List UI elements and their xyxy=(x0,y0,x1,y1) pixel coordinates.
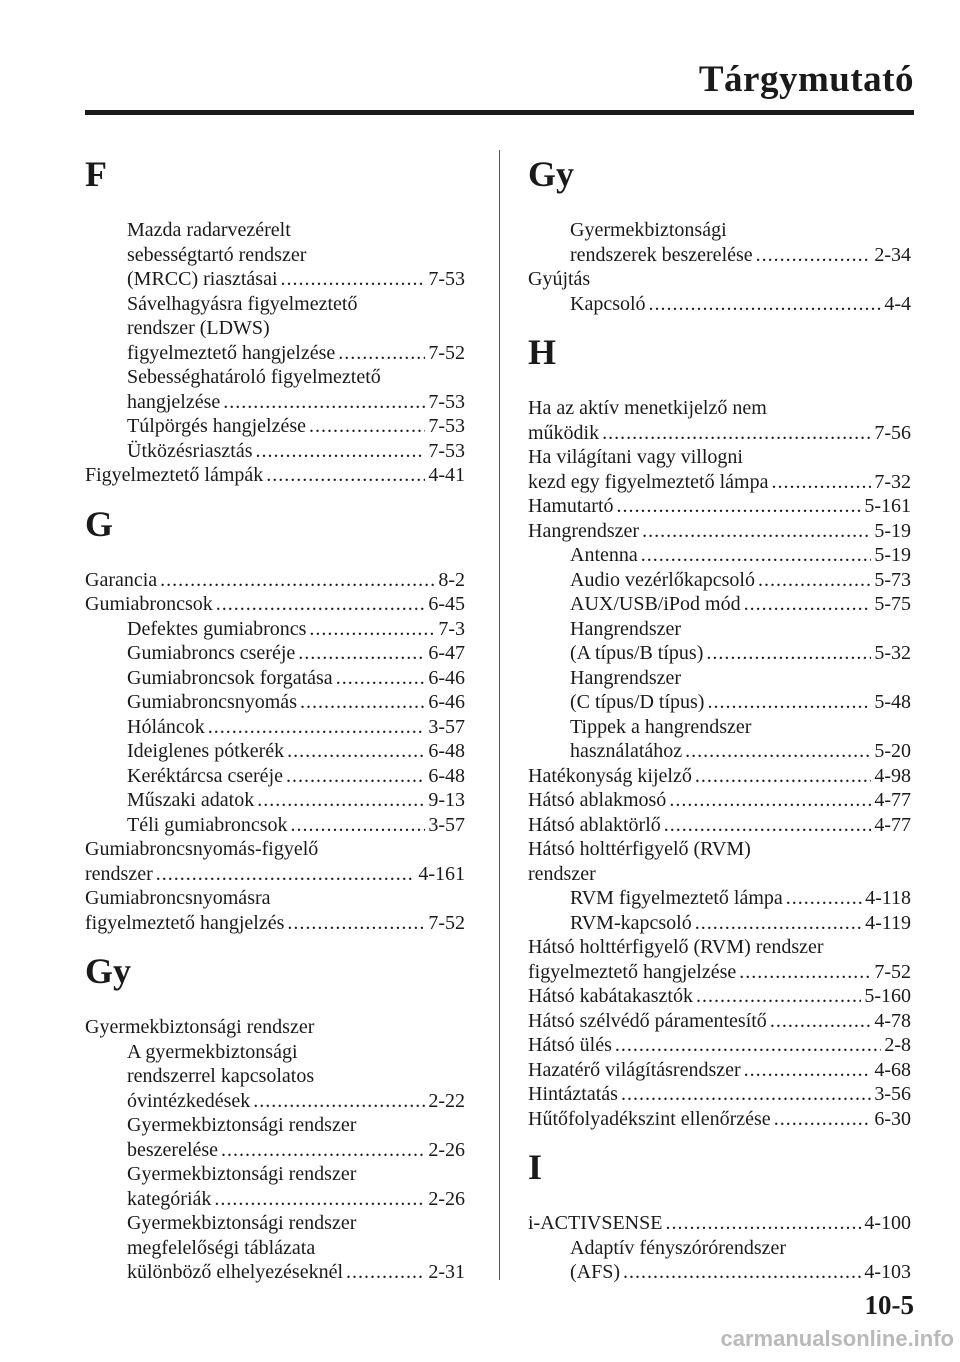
entry-text: Antenna xyxy=(570,544,638,566)
entry-page-ref: 4-100 xyxy=(864,1212,911,1234)
entry-text: beszerelése xyxy=(127,1138,219,1161)
index-entry xyxy=(528,690,911,715)
index-entry xyxy=(85,911,465,936)
entry-text: rendszerrel kapcsolatos xyxy=(127,1065,315,1087)
entry-text: Hátsó kabátakasztók xyxy=(528,985,693,1007)
entry-page-ref: 4-119 xyxy=(865,911,911,934)
dot-leader xyxy=(623,1260,861,1285)
dot-leader xyxy=(685,739,871,764)
entry-page-ref: 5-19 xyxy=(874,544,911,566)
index-entry xyxy=(528,1236,911,1261)
entry-text: Sávelhagyásra figyelmeztető xyxy=(127,292,358,315)
index-entry xyxy=(528,984,911,1009)
index-entry xyxy=(528,396,911,421)
index-entry xyxy=(528,715,911,740)
entry-text: RVM-kapcsoló xyxy=(570,911,692,934)
index-entry xyxy=(528,543,911,568)
index-entry xyxy=(528,935,911,960)
entry-text: Gumiabroncsnyomás xyxy=(127,691,297,713)
index-entry-list xyxy=(528,396,911,1131)
entry-page-ref: 9-13 xyxy=(428,789,465,811)
dot-leader xyxy=(257,788,425,813)
entry-text: Garancia xyxy=(85,568,158,591)
dot-leader xyxy=(621,1082,871,1107)
dot-leader xyxy=(770,1009,872,1034)
index-entry xyxy=(85,641,465,666)
entry-text: Hangrendszer xyxy=(570,666,682,689)
index-section-f xyxy=(85,150,465,488)
index-entry xyxy=(528,641,911,666)
entry-text: megfelelőségi táblázata xyxy=(127,1236,316,1259)
entry-text: használatához xyxy=(570,740,683,762)
entry-text: hangjelzése xyxy=(127,390,221,413)
entry-text: Gyermekbiztonsági rendszer xyxy=(85,1016,315,1038)
entry-page-ref: 6-46 xyxy=(428,666,465,689)
entry-page-ref: 2-26 xyxy=(428,1138,465,1161)
dot-leader xyxy=(695,764,871,789)
entry-page-ref: 4-98 xyxy=(874,764,911,787)
entry-page-ref: 5-20 xyxy=(874,740,911,762)
dot-leader xyxy=(695,911,862,936)
index-entry xyxy=(85,1211,465,1236)
entry-text: Hangrendszer xyxy=(570,617,682,640)
entry-page-ref: 4-77 xyxy=(874,789,911,811)
index-entry xyxy=(85,463,465,488)
index-entry xyxy=(85,764,465,789)
entry-text: sebességtartó rendszer xyxy=(127,243,307,266)
index-entry xyxy=(528,218,911,243)
index-entry xyxy=(85,341,465,366)
index-entry-list xyxy=(85,1015,465,1285)
entry-text: Műszaki adatok xyxy=(127,789,255,811)
entry-page-ref: 6-30 xyxy=(874,1107,911,1130)
index-section-gy xyxy=(528,150,911,316)
entry-page-ref: 6-48 xyxy=(428,764,465,787)
index-entry xyxy=(85,1236,465,1261)
dot-leader xyxy=(696,984,861,1009)
entry-page-ref: 5-160 xyxy=(864,985,911,1007)
index-entry xyxy=(85,788,465,813)
index-entry xyxy=(85,1015,465,1040)
entry-page-ref: 7-32 xyxy=(874,470,911,493)
index-entry xyxy=(528,739,911,764)
entry-page-ref: 7-52 xyxy=(428,911,465,934)
entry-page-ref: 5-73 xyxy=(874,568,911,591)
index-entry xyxy=(528,960,911,985)
entry-page-ref: 5-75 xyxy=(874,593,911,615)
entry-page-ref: 7-3 xyxy=(438,617,465,640)
index-entry-list xyxy=(528,218,911,316)
entry-text: Hátsó ablakmosó xyxy=(528,789,667,811)
entry-page-ref: 6-45 xyxy=(428,593,465,615)
entry-text: Hatékonyság kijelző xyxy=(528,764,692,787)
entry-page-ref: 7-53 xyxy=(428,439,465,462)
entry-text: rendszer xyxy=(528,862,596,885)
dot-leader xyxy=(287,739,425,764)
index-entry xyxy=(85,414,465,439)
index-column-left xyxy=(85,150,465,1285)
dot-leader xyxy=(665,1211,861,1236)
entry-page-ref: 7-52 xyxy=(428,341,465,364)
dot-leader xyxy=(756,243,872,268)
index-entry xyxy=(528,592,911,617)
entry-page-ref: 2-34 xyxy=(874,243,911,266)
entry-text: Hátsó ablaktörlő xyxy=(528,813,661,836)
index-entry xyxy=(528,1260,911,1285)
dot-leader xyxy=(336,666,426,691)
index-entry-list xyxy=(85,568,465,936)
index-entry xyxy=(528,568,911,593)
dot-leader xyxy=(253,1089,425,1114)
entry-text: Audio vezérlőkapcsoló xyxy=(570,568,755,591)
dot-leader xyxy=(707,690,871,715)
section-letter: I xyxy=(528,1147,543,1187)
entry-page-ref: 5-32 xyxy=(874,642,911,664)
index-entry xyxy=(528,764,911,789)
entry-text: kategóriák xyxy=(127,1187,212,1210)
dot-leader xyxy=(786,886,862,911)
entry-text: Figyelmeztető lámpák xyxy=(85,464,264,486)
index-entry xyxy=(85,715,465,740)
dot-leader xyxy=(286,764,425,789)
index-entry xyxy=(528,1211,911,1236)
entry-page-ref: 6-46 xyxy=(428,691,465,713)
index-entry xyxy=(85,439,465,464)
index-entry xyxy=(528,243,911,268)
entry-page-ref: 4-41 xyxy=(428,464,465,486)
index-entry xyxy=(528,788,911,813)
entry-page-ref: 3-57 xyxy=(428,715,465,738)
entry-page-ref: 2-26 xyxy=(428,1187,465,1210)
entry-text: Keréktárcsa cseréje xyxy=(127,764,283,787)
entry-text: rendszer (LDWS) xyxy=(127,317,270,339)
index-entry xyxy=(85,1064,465,1089)
index-entry xyxy=(85,1138,465,1163)
entry-text: Gumiabroncsok forgatása xyxy=(127,666,333,689)
entry-text: Hangrendszer xyxy=(528,519,640,542)
entry-text: Hintáztatás xyxy=(528,1083,618,1105)
index-entry xyxy=(85,813,465,838)
entry-text: Ütközésriasztás xyxy=(127,439,253,462)
entry-text: Ha világítani vagy villogni xyxy=(528,446,743,468)
entry-text: Hazatérő világításrendszer xyxy=(528,1058,741,1081)
index-section-g xyxy=(85,500,465,936)
section-letter: Gy xyxy=(85,951,132,991)
index-entry xyxy=(85,1113,465,1138)
dot-leader xyxy=(216,592,426,617)
entry-text: Ideiglenes pótkerék xyxy=(127,740,285,762)
index-entry xyxy=(85,739,465,764)
entry-text: figyelmeztető hangjelzés xyxy=(85,911,285,934)
index-entry xyxy=(528,886,911,911)
entry-text: A gyermekbiztonsági xyxy=(127,1040,298,1063)
entry-text: Gyermekbiztonsági rendszer xyxy=(127,1163,357,1185)
dot-leader xyxy=(214,1187,425,1212)
entry-text: Tippek a hangrendszer xyxy=(570,715,752,738)
entry-page-ref: 2-8 xyxy=(884,1034,911,1056)
dot-leader xyxy=(664,813,872,838)
index-column-right xyxy=(528,150,911,1285)
dot-leader xyxy=(642,519,871,544)
entry-text: Hátsó holttérfigyelő (RVM) xyxy=(528,838,751,860)
index-entry xyxy=(528,813,911,838)
dot-leader xyxy=(156,862,416,887)
entry-text: Téli gumiabroncsok xyxy=(127,813,288,836)
entry-page-ref: 6-48 xyxy=(428,740,465,762)
entry-page-ref: 5-161 xyxy=(864,495,911,517)
entry-text: Gyermekbiztonsági xyxy=(570,219,727,241)
entry-text: Gyújtás xyxy=(528,268,591,290)
entry-text: Mazda radarvezérelt xyxy=(127,219,291,241)
entry-text: figyelmeztető hangjelzése xyxy=(127,341,336,364)
entry-page-ref: 3-56 xyxy=(874,1083,911,1105)
index-entry xyxy=(85,617,465,642)
index-entry xyxy=(528,1107,911,1132)
index-entry xyxy=(528,862,911,887)
index-section-gy xyxy=(85,947,465,1285)
entry-text: (A típus/B típus) xyxy=(570,642,704,664)
dot-leader xyxy=(346,1260,425,1285)
index-entry xyxy=(85,243,465,268)
index-entry xyxy=(528,421,911,446)
index-section-i xyxy=(528,1143,911,1285)
index-entry xyxy=(85,1187,465,1212)
entry-page-ref: 3-57 xyxy=(428,813,465,836)
index-entry xyxy=(85,390,465,415)
index-entry xyxy=(85,1040,465,1065)
dot-leader xyxy=(309,617,435,642)
section-letter: H xyxy=(528,332,557,372)
dot-leader xyxy=(291,813,426,838)
entry-page-ref: 4-77 xyxy=(874,813,911,836)
header-rule xyxy=(85,110,914,115)
entry-page-ref: 2-22 xyxy=(428,1089,465,1112)
entry-text: Sebességhatároló figyelmeztető xyxy=(127,366,381,388)
entry-page-ref: 4-78 xyxy=(874,1009,911,1032)
index-entry xyxy=(528,445,911,470)
entry-page-ref: 7-53 xyxy=(428,415,465,437)
entry-text: Gumiabroncsnyomásra xyxy=(85,887,271,909)
dot-leader xyxy=(300,690,425,715)
entry-page-ref: 7-53 xyxy=(428,390,465,413)
entry-page-ref: 4-161 xyxy=(418,862,465,885)
entry-text: (C típus/D típus) xyxy=(570,691,705,713)
index-entry-list xyxy=(528,1211,911,1285)
index-entry xyxy=(85,1089,465,1114)
index-entry xyxy=(85,837,465,862)
dot-leader xyxy=(266,463,425,488)
section-letter: G xyxy=(85,503,114,544)
entry-text: Hátsó szélvédő páramentesítő xyxy=(528,1009,767,1032)
dot-leader xyxy=(744,592,872,617)
entry-text: Defektes gumiabroncs xyxy=(127,617,307,640)
entry-page-ref: 7-53 xyxy=(428,268,465,290)
dot-leader xyxy=(771,470,871,495)
entry-text: Hátsó holttérfigyelő (RVM) rendszer xyxy=(528,936,824,958)
entry-page-ref: 4-118 xyxy=(865,887,911,909)
entry-text: Túlpörgés hangjelzése xyxy=(127,415,307,437)
entry-text: működik xyxy=(528,421,600,444)
section-letter: F xyxy=(85,154,107,194)
index-entry xyxy=(528,617,911,642)
dot-leader xyxy=(744,1058,872,1083)
dot-leader xyxy=(602,421,871,446)
index-entry xyxy=(85,862,465,887)
dot-leader xyxy=(669,788,871,813)
entry-text: Hóláncok xyxy=(127,715,205,738)
dot-leader xyxy=(221,1138,425,1163)
index-entry xyxy=(85,292,465,317)
entry-text: óvintézkedések xyxy=(127,1089,251,1112)
entry-text: Hátsó ülés xyxy=(528,1034,612,1056)
index-entry xyxy=(85,218,465,243)
entry-text: különböző elhelyezéseknél xyxy=(127,1261,344,1283)
index-entry xyxy=(85,1162,465,1187)
index-section-h xyxy=(528,328,911,1131)
entry-text: Gumiabroncsok xyxy=(85,593,213,615)
index-entry xyxy=(85,666,465,691)
entry-text: Gyermekbiztonsági rendszer xyxy=(127,1212,357,1234)
index-entry xyxy=(85,365,465,390)
dot-leader xyxy=(649,292,882,317)
entry-page-ref: 5-48 xyxy=(874,691,911,713)
dot-leader xyxy=(706,641,871,666)
entry-page-ref: 4-4 xyxy=(884,292,911,315)
index-entry xyxy=(85,316,465,341)
dot-leader xyxy=(641,543,872,568)
index-entry xyxy=(528,267,911,292)
page-title: Tárgymutató xyxy=(698,59,914,100)
index-entry xyxy=(528,519,911,544)
index-entry xyxy=(528,470,911,495)
section-letter: Gy xyxy=(528,154,575,194)
dot-leader xyxy=(223,390,425,415)
entry-text: rendszerek beszerelése xyxy=(570,243,753,266)
entry-page-ref: 7-52 xyxy=(874,960,911,983)
entry-text: Gumiabroncsnyomás-figyelő xyxy=(85,838,319,860)
entry-page-ref: 4-103 xyxy=(864,1261,911,1283)
watermark: carmanualsonline.info xyxy=(720,1326,954,1351)
entry-text: (MRCC) riasztásai xyxy=(127,268,278,290)
entry-text: (AFS) xyxy=(570,1261,621,1283)
index-entry xyxy=(85,568,465,593)
entry-text: rendszer xyxy=(85,862,153,885)
entry-page-ref: 7-56 xyxy=(874,421,911,444)
entry-text: AUX/USB/iPod mód xyxy=(570,593,741,615)
index-entry xyxy=(528,666,911,691)
index-entry xyxy=(528,1033,911,1058)
entry-text: Adaptív fényszórórendszer xyxy=(570,1236,787,1259)
dot-leader xyxy=(617,494,862,519)
entry-text: figyelmeztető hangjelzése xyxy=(528,960,737,983)
dot-leader xyxy=(281,267,426,292)
page-number: 10-5 xyxy=(864,1290,914,1320)
index-entry xyxy=(528,292,911,317)
dot-leader xyxy=(739,960,871,985)
dot-leader xyxy=(287,911,425,936)
entry-page-ref: 6-47 xyxy=(428,642,465,664)
entry-text: Gumiabroncs cseréje xyxy=(127,642,296,664)
dot-leader xyxy=(615,1033,881,1058)
dot-leader xyxy=(208,715,426,740)
entry-text: kezd egy figyelmeztető lámpa xyxy=(528,470,769,493)
entry-page-ref: 4-68 xyxy=(874,1058,911,1081)
dot-leader xyxy=(758,568,871,593)
dot-leader xyxy=(256,439,426,464)
index-entry xyxy=(85,690,465,715)
entry-text: Hűtőfolyadékszint ellenőrzése xyxy=(528,1107,771,1130)
entry-page-ref: 8-2 xyxy=(438,568,465,591)
dot-leader xyxy=(160,568,435,593)
entry-text: Hamutartó xyxy=(528,495,614,517)
index-entry-list xyxy=(85,218,465,488)
index-entry xyxy=(85,267,465,292)
entry-text: RVM figyelmeztető lámpa xyxy=(570,887,783,909)
dot-leader xyxy=(338,341,425,366)
entry-page-ref: 5-19 xyxy=(874,519,911,542)
index-entry xyxy=(528,837,911,862)
entry-text: Gyermekbiztonsági rendszer xyxy=(127,1114,357,1136)
column-divider xyxy=(499,150,500,1280)
index-entry xyxy=(528,494,911,519)
index-entry xyxy=(528,1082,911,1107)
dot-leader xyxy=(774,1107,872,1132)
index-entry xyxy=(528,911,911,936)
index-entry xyxy=(85,592,465,617)
index-entry xyxy=(85,886,465,911)
entry-page-ref: 2-31 xyxy=(428,1261,465,1283)
index-entry xyxy=(85,1260,465,1285)
dot-leader xyxy=(298,641,425,666)
index-entry xyxy=(528,1058,911,1083)
entry-text: Ha az aktív menetkijelző nem xyxy=(528,397,767,419)
entry-text: Kapcsoló xyxy=(570,292,646,315)
entry-text: i-ACTIVSENSE xyxy=(528,1212,663,1234)
dot-leader xyxy=(309,414,425,439)
index-entry xyxy=(528,1009,911,1034)
